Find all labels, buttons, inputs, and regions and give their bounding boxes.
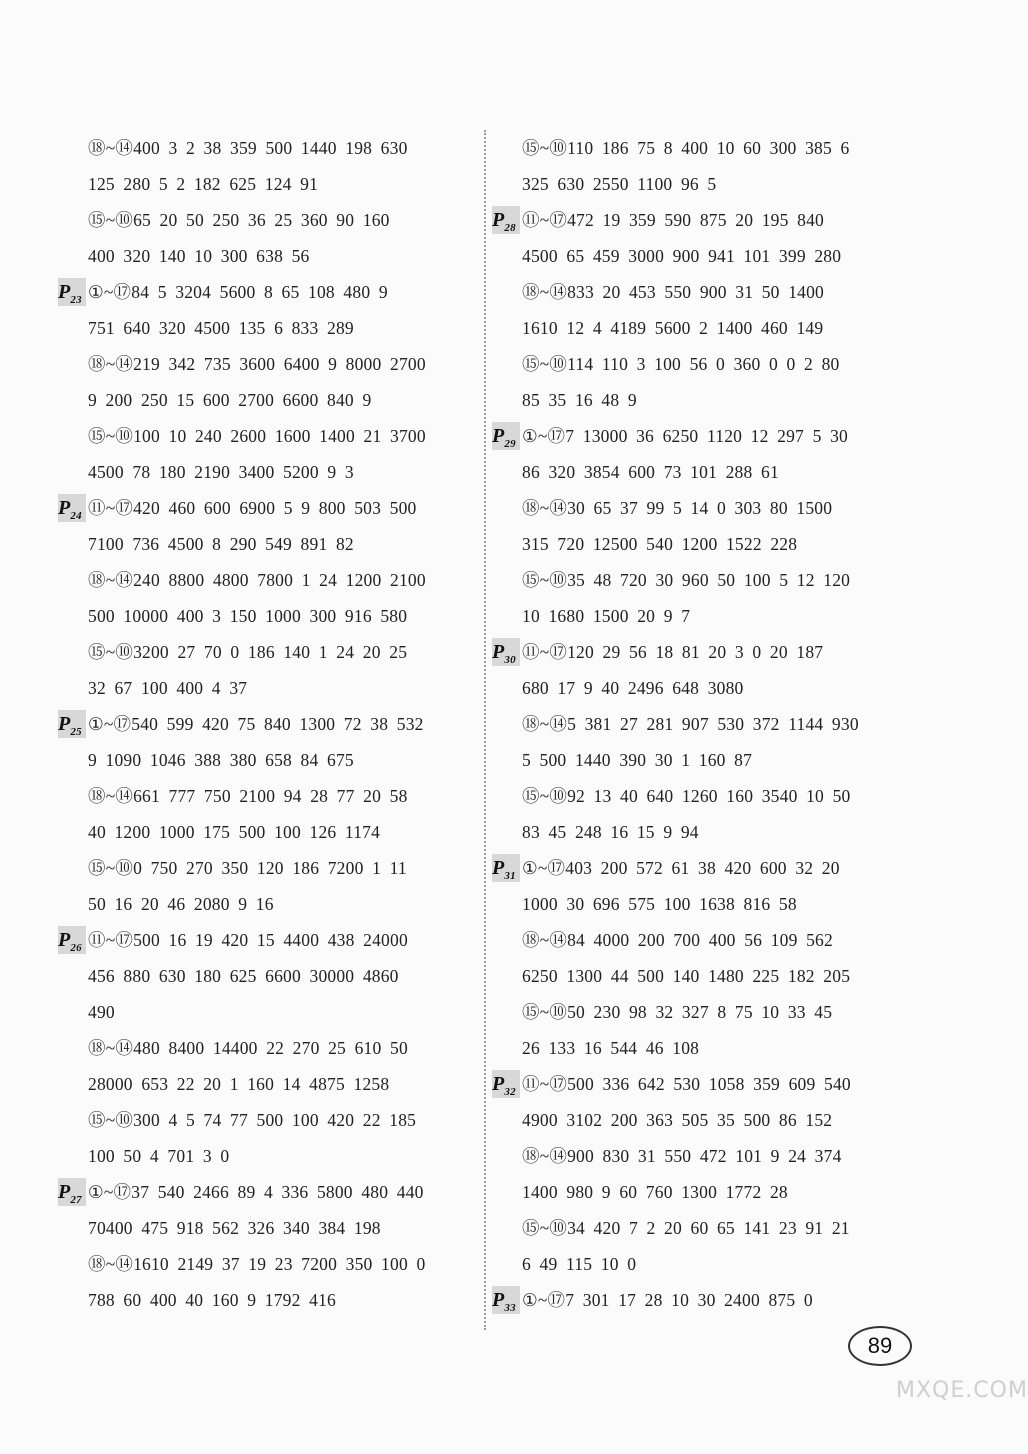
answer-text: ⑪~⑰120 29 56 18 81 20 3 0 20 187 xyxy=(522,642,824,662)
page-label-number: 24 xyxy=(70,510,82,522)
answer-text: 50 16 20 46 2080 9 16 xyxy=(88,894,274,914)
left-answer-column xyxy=(58,130,480,1318)
answer-text: ⑱~⑭661 777 750 2100 94 28 77 20 58 xyxy=(88,786,408,806)
answer-text: 70400 475 918 562 326 340 384 198 xyxy=(88,1218,381,1238)
answer-text: 751 640 320 4500 135 6 833 289 xyxy=(88,318,354,338)
answer-line xyxy=(496,706,956,742)
answer-line xyxy=(62,1102,480,1138)
page-label-number: 32 xyxy=(504,1086,516,1098)
answer-text: ⑮~⑩100 10 240 2600 1600 1400 21 3700 xyxy=(88,426,426,446)
answer-line xyxy=(62,1210,480,1246)
answer-text: ①~⑰7 301 17 28 10 30 2400 875 0 xyxy=(522,1290,813,1310)
page-answer-line xyxy=(492,202,956,238)
answer-text: 788 60 400 40 160 9 1792 416 xyxy=(88,1290,336,1310)
answer-text: 490 xyxy=(88,1002,115,1022)
answer-text: ⑪~⑰500 16 19 420 15 4400 438 24000 xyxy=(88,930,408,950)
answer-text: ⑱~⑭480 8400 14400 22 270 25 610 50 xyxy=(88,1038,408,1058)
answer-text: 83 45 248 16 15 9 94 xyxy=(522,822,699,842)
answer-line xyxy=(62,346,480,382)
page-label-icon: $P_{23}$ xyxy=(58,278,86,306)
page-answer-line xyxy=(492,1066,956,1102)
answer-line xyxy=(496,130,956,166)
page-label-icon: $P_{27}$ xyxy=(58,1178,86,1206)
answer-line xyxy=(62,850,480,886)
answer-text: ⑱~⑭30 65 37 99 5 14 0 303 80 1500 xyxy=(522,498,833,518)
answer-line xyxy=(496,1174,956,1210)
answer-text: 4500 65 459 3000 900 941 101 399 280 xyxy=(522,246,842,266)
answer-line xyxy=(496,814,956,850)
answer-text: 5 500 1440 390 30 1 160 87 xyxy=(522,750,753,770)
page-answer-line xyxy=(58,1174,480,1210)
page-answer-line xyxy=(492,634,956,670)
answer-text: 315 720 12500 540 1200 1522 228 xyxy=(522,534,798,554)
answer-text: 1400 980 9 60 760 1300 1772 28 xyxy=(522,1182,788,1202)
answer-line xyxy=(496,310,956,346)
answer-text: ①~⑰403 200 572 61 38 420 600 32 20 xyxy=(522,858,840,878)
answer-line xyxy=(62,454,480,490)
answer-line xyxy=(496,958,956,994)
answer-line xyxy=(496,1246,956,1282)
answer-text: 4900 3102 200 363 505 35 500 86 152 xyxy=(522,1110,833,1130)
page-answer-line xyxy=(492,1282,956,1318)
answer-text: ⑮~⑩92 13 40 640 1260 160 3540 10 50 xyxy=(522,786,851,806)
answer-text: ⑮~⑩114 110 3 100 56 0 360 0 0 2 80 xyxy=(522,354,840,374)
answer-text: 26 133 16 544 46 108 xyxy=(522,1038,700,1058)
answer-text: ⑱~⑭900 830 31 550 472 101 9 24 374 xyxy=(522,1146,842,1166)
answer-text: 325 630 2550 1100 96 5 xyxy=(522,174,717,194)
answer-line xyxy=(496,670,956,706)
answer-line xyxy=(496,166,956,202)
answer-text: 1000 30 696 575 100 1638 816 58 xyxy=(522,894,797,914)
answer-line xyxy=(496,598,956,634)
page-label-icon: $P_{24}$ xyxy=(58,494,86,522)
answer-line xyxy=(62,418,480,454)
answer-line xyxy=(496,1138,956,1174)
answer-text: ①~⑰7 13000 36 6250 1120 12 297 5 30 xyxy=(522,426,849,446)
answer-line xyxy=(62,1030,480,1066)
page-label-icon: $P_{30}$ xyxy=(492,638,520,666)
answer-text: 9 200 250 15 600 2700 6600 840 9 xyxy=(88,390,372,410)
answer-line xyxy=(496,454,956,490)
answer-text: 32 67 100 400 4 37 xyxy=(88,678,248,698)
answer-text: ①~⑰540 599 420 75 840 1300 72 38 532 xyxy=(88,714,424,734)
page-label-number: 27 xyxy=(70,1194,82,1206)
answer-text: ①~⑰84 5 3204 5600 8 65 108 480 9 xyxy=(88,282,388,302)
page-label-number: 25 xyxy=(70,726,82,738)
answer-text: ⑮~⑩3200 27 70 0 186 140 1 24 20 25 xyxy=(88,642,408,662)
page-answer-line xyxy=(492,418,956,454)
page-label-number: 29 xyxy=(504,438,516,450)
page-answer-line xyxy=(58,490,480,526)
answer-text: ⑱~⑭84 4000 200 700 400 56 109 562 xyxy=(522,930,833,950)
answer-text: 28000 653 22 20 1 160 14 4875 1258 xyxy=(88,1074,390,1094)
answer-line xyxy=(62,670,480,706)
page-label-number: 23 xyxy=(70,294,82,306)
answer-line xyxy=(496,346,956,382)
page-label-icon: $P_{29}$ xyxy=(492,422,520,450)
page-answer-line xyxy=(58,706,480,742)
answer-text: 680 17 9 40 2496 648 3080 xyxy=(522,678,744,698)
answer-line xyxy=(496,526,956,562)
page-label-icon: $P_{33}$ xyxy=(492,1286,520,1314)
page-label-icon: $P_{31}$ xyxy=(492,854,520,882)
answer-text: ⑪~⑰472 19 359 590 875 20 195 840 xyxy=(522,210,824,230)
answer-line xyxy=(62,814,480,850)
answer-line xyxy=(496,994,956,1030)
answer-text: ⑮~⑩35 48 720 30 960 50 100 5 12 120 xyxy=(522,570,851,590)
page-label-number: 33 xyxy=(504,1302,516,1314)
answer-text: 500 10000 400 3 150 1000 300 916 580 xyxy=(88,606,408,626)
answer-line xyxy=(62,1282,480,1318)
answer-text: 85 35 16 48 9 xyxy=(522,390,637,410)
answer-text: 100 50 4 701 3 0 xyxy=(88,1146,230,1166)
answer-text: ⑱~⑭219 342 735 3600 6400 9 8000 2700 xyxy=(88,354,426,374)
answer-line xyxy=(496,922,956,958)
answer-line xyxy=(62,382,480,418)
answer-line xyxy=(496,1102,956,1138)
answer-text: ⑮~⑩65 20 50 250 36 25 360 90 160 xyxy=(88,210,390,230)
page-label-icon: $P_{32}$ xyxy=(492,1070,520,1098)
answer-text: 86 320 3854 600 73 101 288 61 xyxy=(522,462,779,482)
answer-line xyxy=(62,310,480,346)
answer-text: ①~⑰37 540 2466 89 4 336 5800 480 440 xyxy=(88,1182,424,1202)
answer-line xyxy=(62,526,480,562)
answer-text: ⑮~⑩0 750 270 350 120 186 7200 1 11 xyxy=(88,858,407,878)
answer-line xyxy=(62,202,480,238)
answer-line xyxy=(496,742,956,778)
answer-line xyxy=(496,490,956,526)
answer-text: ⑱~⑭400 3 2 38 359 500 1440 198 630 xyxy=(88,138,408,158)
answer-line xyxy=(62,1066,480,1102)
answer-text: ⑮~⑩50 230 98 32 327 8 75 10 33 45 xyxy=(522,1002,833,1022)
page-label-number: 31 xyxy=(504,870,516,882)
column-divider xyxy=(484,130,486,1330)
answer-text: 6 49 115 10 0 xyxy=(522,1254,637,1274)
answer-line xyxy=(496,382,956,418)
answer-text: ⑪~⑰500 336 642 530 1058 359 609 540 xyxy=(522,1074,851,1094)
page-label-icon: $P_{28}$ xyxy=(492,206,520,234)
answer-text: ⑱~⑭5 381 27 281 907 530 372 1144 930 xyxy=(522,714,859,734)
answer-line xyxy=(62,598,480,634)
answer-text: ⑮~⑩300 4 5 74 77 500 100 420 22 185 xyxy=(88,1110,417,1130)
answer-text: ⑱~⑭1610 2149 37 19 23 7200 350 100 0 xyxy=(88,1254,426,1274)
answer-text: ⑪~⑰420 460 600 6900 5 9 800 503 500 xyxy=(88,498,417,518)
page-number: 89 xyxy=(848,1326,912,1366)
answer-line xyxy=(62,778,480,814)
answer-text: 4500 78 180 2190 3400 5200 9 3 xyxy=(88,462,354,482)
right-answer-column xyxy=(492,130,956,1318)
answer-line xyxy=(62,994,480,1030)
page-label-number: 30 xyxy=(504,654,516,666)
answer-text: ⑮~⑩110 186 75 8 400 10 60 300 385 6 xyxy=(522,138,850,158)
answer-text: ⑱~⑭240 8800 4800 7800 1 24 1200 2100 xyxy=(88,570,426,590)
watermark: MXQE.COM xyxy=(896,1378,1028,1403)
page-label-icon: $P_{25}$ xyxy=(58,710,86,738)
answer-line xyxy=(62,742,480,778)
page-label-number: 26 xyxy=(70,942,82,954)
answer-line xyxy=(62,562,480,598)
answer-line xyxy=(496,562,956,598)
answer-line xyxy=(496,1030,956,1066)
answer-text: 456 880 630 180 625 6600 30000 4860 xyxy=(88,966,399,986)
page-answer-line xyxy=(492,850,956,886)
answer-text: 9 1090 1046 388 380 658 84 675 xyxy=(88,750,354,770)
answer-line xyxy=(62,1246,480,1282)
answer-line xyxy=(496,886,956,922)
answer-line xyxy=(496,778,956,814)
answer-line xyxy=(62,886,480,922)
answer-line xyxy=(62,238,480,274)
answer-line xyxy=(62,1138,480,1174)
answer-line xyxy=(62,130,480,166)
answer-text: 1610 12 4 4189 5600 2 1400 460 149 xyxy=(522,318,824,338)
answer-text: 6250 1300 44 500 140 1480 225 182 205 xyxy=(522,966,851,986)
page-answer-line xyxy=(58,274,480,310)
answer-line xyxy=(62,166,480,202)
page-answer-line xyxy=(58,922,480,958)
answer-text: 7100 736 4500 8 290 549 891 82 xyxy=(88,534,354,554)
page-label-icon: $P_{26}$ xyxy=(58,926,86,954)
answer-text: ⑮~⑩34 420 7 2 20 60 65 141 23 91 21 xyxy=(522,1218,850,1238)
page-label-number: 28 xyxy=(504,222,516,234)
answer-text: ⑱~⑭833 20 453 550 900 31 50 1400 xyxy=(522,282,824,302)
answer-text: 10 1680 1500 20 9 7 xyxy=(522,606,691,626)
answer-text: 400 320 140 10 300 638 56 xyxy=(88,246,310,266)
answer-line xyxy=(496,1210,956,1246)
answer-text: 125 280 5 2 182 625 124 91 xyxy=(88,174,319,194)
answer-line xyxy=(496,274,956,310)
answer-line xyxy=(62,958,480,994)
answer-line xyxy=(62,634,480,670)
answer-line xyxy=(496,238,956,274)
answer-text: 40 1200 1000 175 500 100 126 1174 xyxy=(88,822,381,842)
